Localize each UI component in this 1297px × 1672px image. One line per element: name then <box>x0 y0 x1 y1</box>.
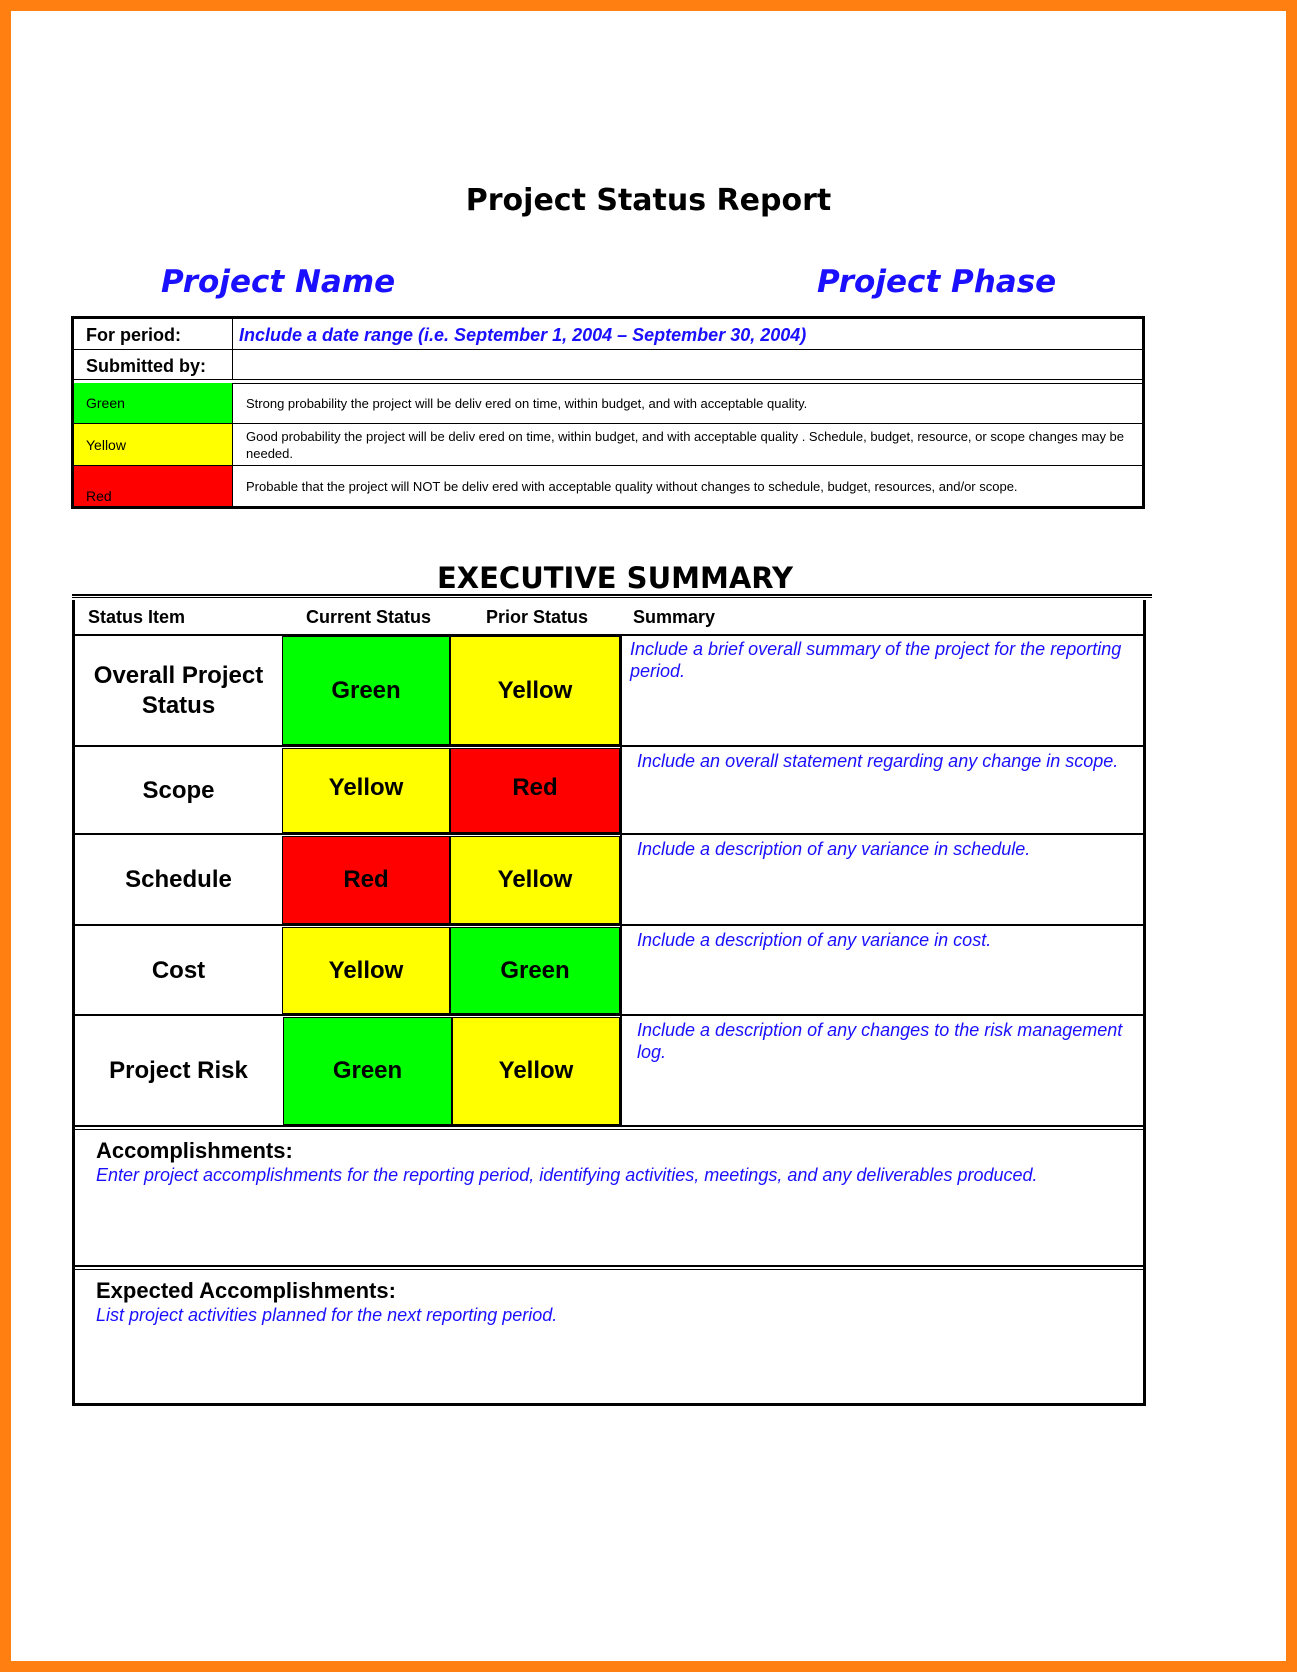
status-item-risk: Project Risk <box>109 1057 248 1084</box>
prior-status-schedule[interactable]: Yellow <box>450 836 620 924</box>
legend-desc-green: Strong probability the project will be deliv ered on time, within budget, and with acceptable quality. <box>246 395 808 411</box>
legend-row-green <box>74 383 1142 423</box>
status-item-scope: Scope <box>142 776 215 804</box>
header-summary: Summary <box>633 606 716 627</box>
prior-status-cost[interactable]: Green <box>450 927 620 1014</box>
summary-cost[interactable]: Include a description of any variance in cost. <box>637 930 992 950</box>
summary-overall[interactable]: Include a brief overall summary of the project for the reporting period. <box>630 639 1122 681</box>
submitted-row <box>74 350 1142 380</box>
current-status-scope[interactable]: Yellow <box>282 748 450 833</box>
legend-swatch-green: Green <box>74 383 233 423</box>
legend-swatch-yellow: Yellow <box>74 424 233 465</box>
legend-desc-yellow: Good probability the project will be deliv ered on time, within budget, and with acceptable quality . Schedule, budget, resource, or scope changes may be needed. <box>246 428 1125 461</box>
status-item-overall: Overall Project Status <box>93 661 264 719</box>
period-row <box>74 319 1142 349</box>
legend-desc-red: Probable that the project will NOT be deliv ered with acceptable quality without changes to schedule, budget, resources, and/or scope. <box>246 478 1018 494</box>
status-item-schedule: Schedule <box>125 866 232 893</box>
current-status-risk[interactable]: Green <box>283 1017 452 1125</box>
summary-risk[interactable]: Include a description of any changes to the risk management log. <box>637 1020 1123 1062</box>
header-current-status: Current Status <box>306 606 432 627</box>
summary-scope[interactable]: Include an overall statement regarding any change in scope. <box>637 751 1119 771</box>
expected-accomplishments-title: Expected Accomplishments: <box>96 1278 396 1303</box>
expected-accomplishments-text[interactable]: List project activities planned for the next reporting period. <box>96 1305 558 1325</box>
accomplishments-text[interactable]: Enter project accomplishments for the reporting period, identifying activities, meetings, and any deliverables produced. <box>96 1165 1038 1185</box>
current-status-cost[interactable]: Yellow <box>282 927 450 1014</box>
legend-row-yellow <box>74 424 1142 465</box>
prior-status-scope[interactable]: Red <box>450 748 620 833</box>
summary-schedule[interactable]: Include a description of any variance in schedule. <box>637 839 1031 859</box>
header-prior-status: Prior Status <box>486 606 589 627</box>
accomplishments-title: Accomplishments: <box>96 1138 293 1163</box>
submitted-value <box>233 350 1142 356</box>
current-status-schedule[interactable]: Red <box>282 836 450 924</box>
legend-row-red <box>74 466 1142 506</box>
project-phase-label: Project Phase <box>817 264 1057 300</box>
status-item-cost: Cost <box>151 956 206 984</box>
submitted-label: Submitted by: <box>86 356 206 376</box>
period-field[interactable] <box>233 319 1142 349</box>
project-name-label: Project Name <box>161 264 396 300</box>
project-info-box <box>71 316 1145 509</box>
submitted-field[interactable] <box>233 350 1142 380</box>
prior-status-risk[interactable]: Yellow <box>452 1017 620 1125</box>
executive-summary-table <box>72 600 1146 1406</box>
legend-swatch-red: Red <box>74 466 233 506</box>
executive-summary-title: EXECUTIVE SUMMARY <box>436 561 794 595</box>
header-status-item: Status Item <box>88 606 186 627</box>
current-status-overall[interactable]: Green <box>282 636 450 745</box>
prior-status-overall[interactable]: Yellow <box>450 636 620 745</box>
page-title: Project Status Report <box>465 183 832 218</box>
executive-summary-rule <box>72 594 1152 598</box>
period-label: For period: <box>86 325 181 345</box>
period-value: Include a date range (i.e. September 1, 2004 – September 30, 2004) <box>239 325 807 345</box>
